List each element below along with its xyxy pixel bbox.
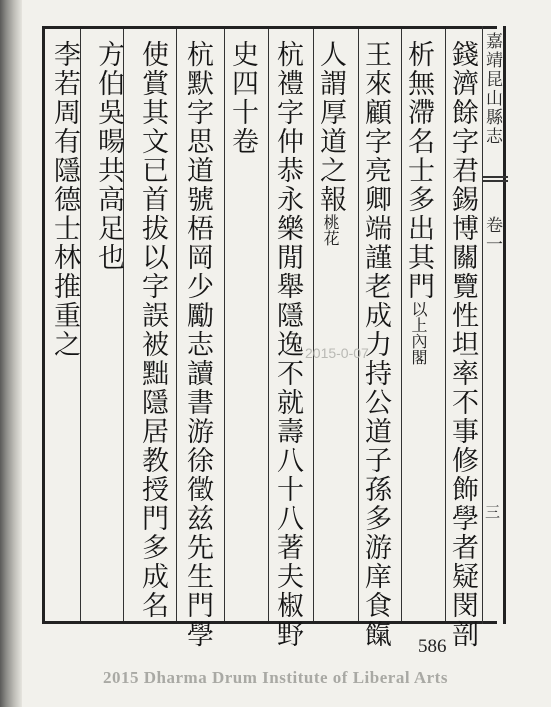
volume-label: 卷一: [482, 216, 502, 254]
fishtail-mark: [482, 176, 508, 182]
column-text: 方伯吳暘共高足也: [93, 40, 124, 272]
column-text: 人謂厚道之報: [315, 40, 346, 214]
book-binding-edge: [0, 0, 22, 707]
column-rule: [176, 29, 177, 621]
text-column-9: [92, 40, 124, 272]
column-rule: [224, 29, 225, 621]
text-column-5: [271, 40, 303, 649]
column-text: 使賞其文已首拔以字誤被黜隱居教授門多成名: [137, 40, 168, 620]
text-column-4: [314, 40, 346, 246]
column-text: 王來顧字亮卿端謹老成力持公道子孫多游庠食餼: [360, 40, 391, 649]
column-text: 錢濟餘字君錫博關覽性坦率不事修飾學者疑閔剖: [447, 40, 478, 649]
small-note: 以上內閣: [409, 301, 428, 365]
column-text: 李若周有隱德士林推重之: [49, 40, 80, 359]
column-text: 杭默字思道號梧岡少勵志讀書游徐徵兹先生門學: [182, 40, 213, 649]
column-rule: [268, 29, 269, 621]
page-margin-center: [482, 26, 506, 624]
text-column-10: [48, 40, 80, 359]
text-column-8: [136, 40, 168, 620]
column-rule: [80, 29, 81, 621]
text-column-7: [181, 40, 213, 649]
column-text: 杭禮字仲恭永樂閒舉隱逸不就壽八十八著夫椒野: [272, 40, 303, 649]
column-text: 史四十卷: [227, 40, 258, 156]
text-column-6: [226, 40, 258, 156]
page-number: 586: [418, 636, 447, 657]
text-column-1: [446, 40, 478, 649]
copyright-footer: 2015 Dharma Drum Institute of Liberal Arts: [103, 668, 448, 687]
small-note: 桃花: [321, 214, 340, 246]
book-title: 嘉靖昆山縣志: [482, 32, 502, 146]
folio-number: 三: [483, 504, 501, 519]
date-watermark: 2015-0-07: [305, 345, 369, 361]
text-column-2: [402, 40, 434, 365]
column-text: 析無滯名士多出其門: [403, 40, 434, 301]
